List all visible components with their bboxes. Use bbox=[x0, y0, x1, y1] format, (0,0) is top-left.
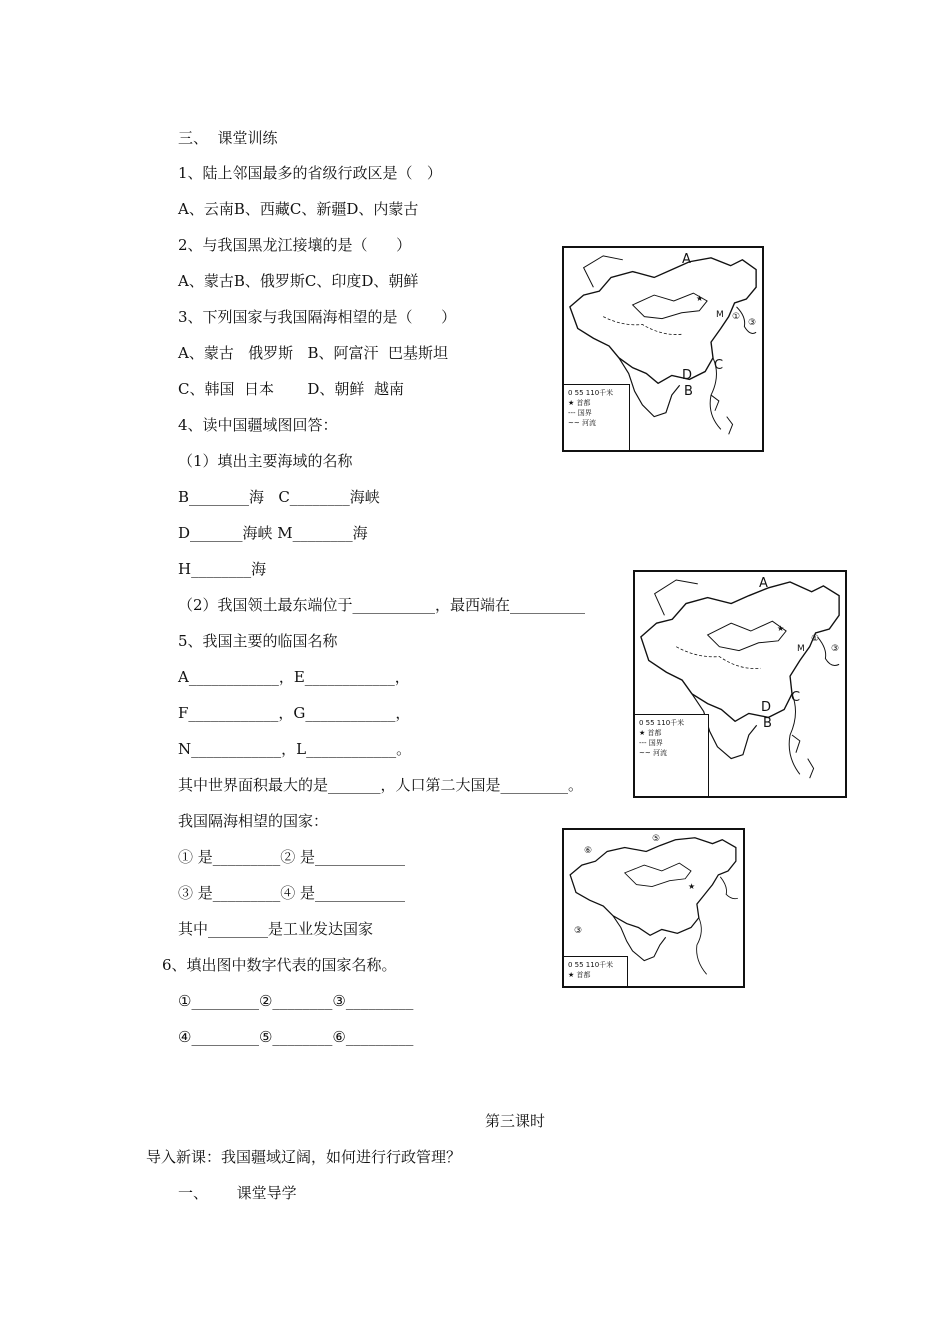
question-5: 5、我国主要的临国名称 bbox=[178, 632, 338, 650]
map-legend-2 bbox=[635, 714, 709, 796]
china-map-3 bbox=[562, 828, 745, 988]
question-2-options: A、蒙古B、俄罗斯C、印度D、朝鲜 bbox=[178, 272, 419, 290]
largest-country-line: 其中世界面积最大的是_______，人口第二大国是_________。 bbox=[178, 776, 584, 794]
fill-blank-f-g: F____________，G____________， bbox=[178, 704, 411, 722]
question-2: 2、与我国黑龙江接壤的是（ ） bbox=[178, 236, 412, 254]
legend3-scale: 0 55 110千米 bbox=[568, 961, 614, 969]
industrial-country-line: 其中________是工业发达国家 bbox=[178, 920, 374, 938]
legend2-capital: ★ 首都 bbox=[639, 729, 662, 737]
fill-blank-1-2: ① 是_________② 是____________ bbox=[178, 848, 406, 866]
section-title-guide: 一、 课堂导学 bbox=[178, 1184, 297, 1202]
map3-number-3: ③ bbox=[574, 926, 583, 936]
map2-label-c: C bbox=[791, 690, 801, 705]
map-number-1: ① bbox=[732, 312, 741, 322]
map2-capital-star-icon: ★ bbox=[777, 624, 785, 633]
question-4-part-1: （1）填出主要海域的名称 bbox=[178, 452, 353, 470]
map3-number-5: ⑤ bbox=[652, 834, 661, 844]
lesson-three-title: 第三课时 bbox=[485, 1112, 546, 1130]
question-6: 6、填出图中数字代表的国家名称。 bbox=[162, 956, 397, 974]
map-label-b: B bbox=[684, 384, 693, 399]
fill-blank-n-l: N____________，L____________。 bbox=[178, 740, 412, 758]
fill-blank-numbers-1-3: ①_________②________③_________ bbox=[178, 992, 414, 1010]
legend2-border: --- 国界 bbox=[639, 739, 663, 747]
fill-blank-d-m: D_______海峡 M________海 bbox=[178, 524, 368, 542]
question-3: 3、下列国家与我国隔海相望的是（ ） bbox=[178, 308, 457, 326]
map2-label-m: M bbox=[797, 644, 805, 654]
fill-blank-h: H________海 bbox=[178, 560, 267, 578]
map-legend-1 bbox=[564, 384, 630, 450]
fill-blank-3-4: ③ 是_________④ 是____________ bbox=[178, 884, 406, 902]
question-1: 1、陆上邻国最多的省级行政区是（ ） bbox=[178, 164, 442, 182]
question-3-options-ab: A、蒙古 俄罗斯 B、阿富汗 巴基斯坦 bbox=[178, 344, 449, 362]
legend3-capital: ★ 首都 bbox=[568, 971, 591, 979]
question-1-options: A、云南B、西藏C、新疆D、内蒙古 bbox=[178, 200, 419, 218]
capital-star-icon: ★ bbox=[696, 294, 704, 303]
map-number-3: ③ bbox=[748, 318, 757, 328]
map2-number-3: ③ bbox=[831, 644, 840, 654]
question-4: 4、读中国疆域图回答： bbox=[178, 416, 338, 434]
fill-blank-b-c: B________海 C________海峡 bbox=[178, 488, 380, 506]
map2-number-1: ① bbox=[811, 634, 820, 644]
legend-scale: 0 55 110千米 bbox=[568, 389, 614, 397]
china-map-2 bbox=[633, 570, 847, 798]
map-label-c: C bbox=[714, 358, 724, 373]
legend-river: ~~ 河流 bbox=[568, 419, 596, 427]
legend2-scale: 0 55 110千米 bbox=[639, 719, 685, 727]
map3-capital-star-icon: ★ bbox=[688, 882, 696, 891]
china-map-1 bbox=[562, 246, 764, 452]
section-title-practice: 三、 课堂训练 bbox=[178, 129, 278, 147]
legend-border: --- 国界 bbox=[568, 409, 592, 417]
map3-number-6: ⑥ bbox=[584, 846, 593, 856]
sea-neighbors-heading: 我国隔海相望的国家： bbox=[178, 812, 329, 830]
map-label-a: A bbox=[682, 252, 691, 267]
question-4-part-2: （2）我国领土最东端位于___________，最西端在__________ bbox=[178, 596, 586, 614]
question-3-options-cd: C、韩国 日本 D、朝鲜 越南 bbox=[178, 380, 404, 398]
map2-label-a: A bbox=[759, 576, 768, 591]
map-legend-3 bbox=[564, 956, 628, 986]
legend-capital: ★ 首都 bbox=[568, 399, 591, 407]
map2-label-b: B bbox=[763, 716, 772, 731]
map-label-m: M bbox=[716, 310, 724, 320]
map-label-d: D bbox=[682, 368, 693, 383]
map2-label-d: D bbox=[761, 700, 772, 715]
fill-blank-a-e: A____________，E____________， bbox=[178, 668, 410, 686]
fill-blank-numbers-4-6: ④_________⑤________⑥_________ bbox=[178, 1028, 414, 1046]
legend2-river: ~~ 河流 bbox=[639, 749, 667, 757]
intro-new-lesson: 导入新课：我国疆域辽阔，如何进行行政管理？ bbox=[146, 1148, 462, 1166]
